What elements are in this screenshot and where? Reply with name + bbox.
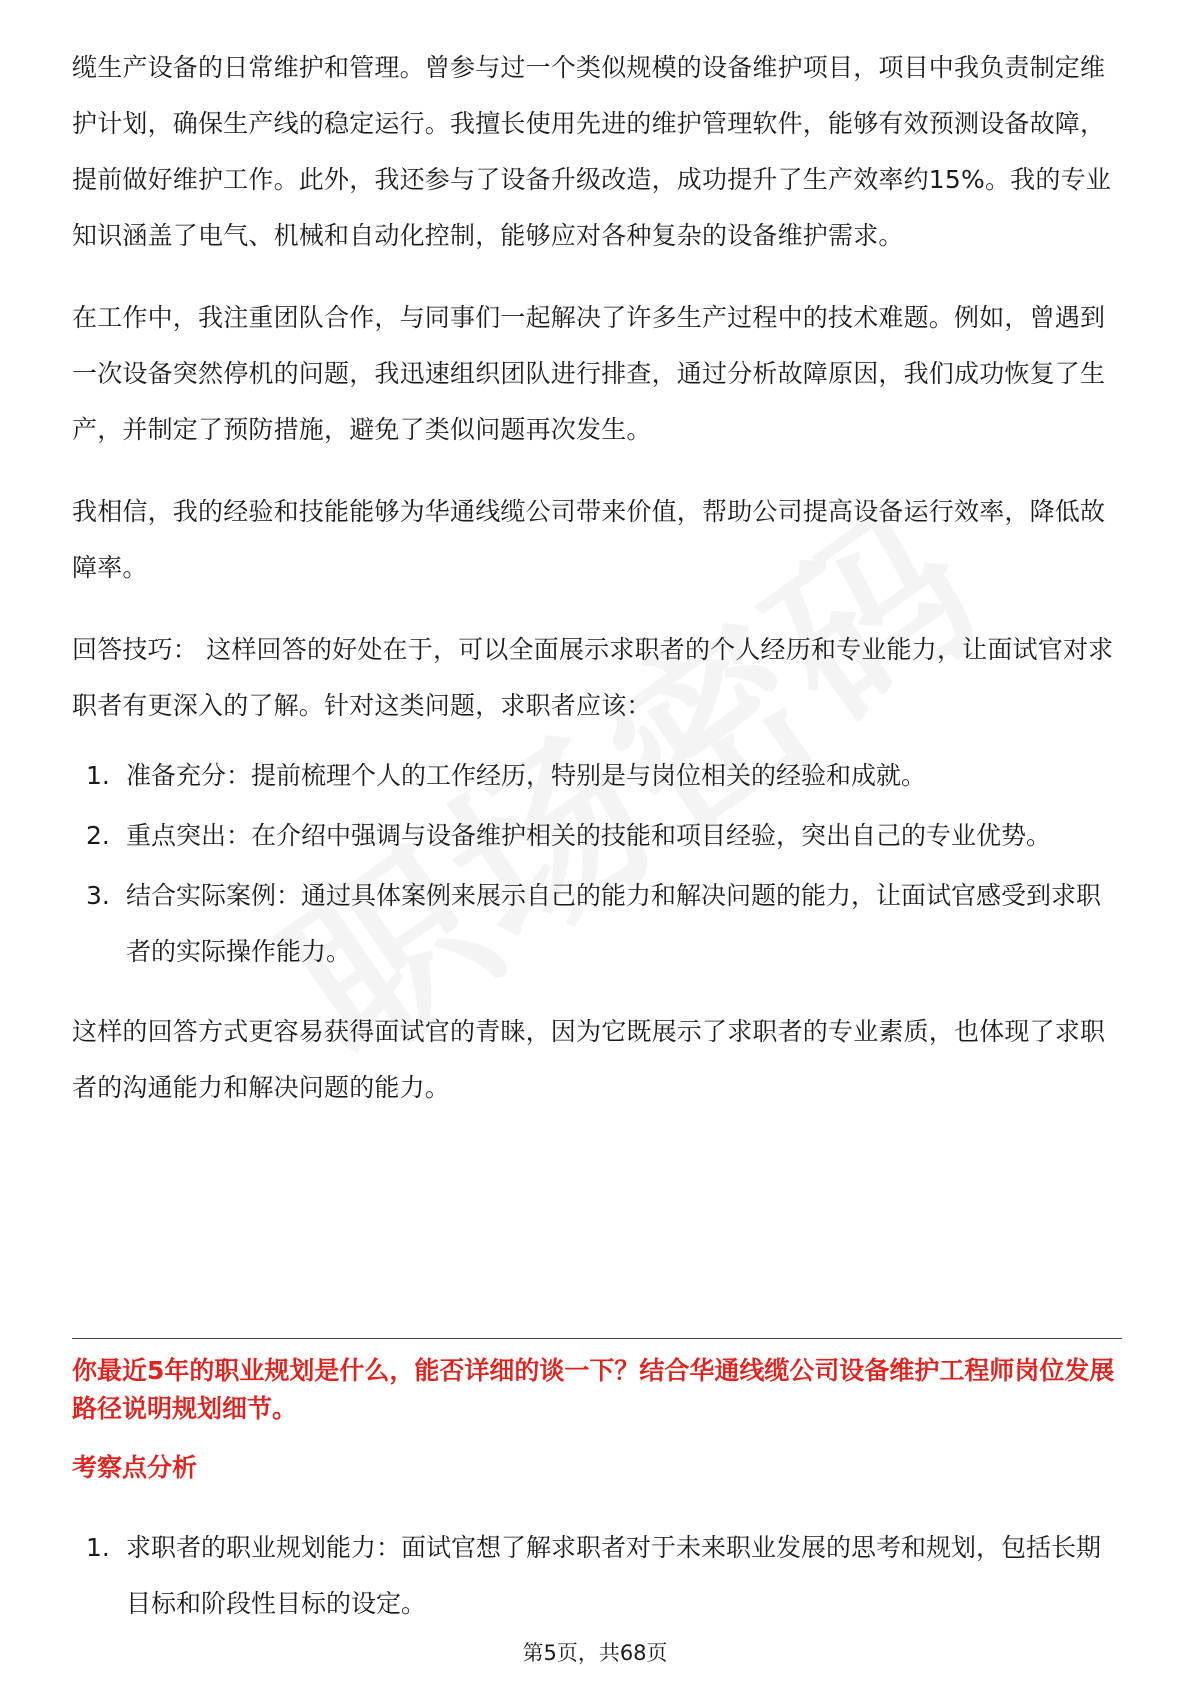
analysis-content xyxy=(72,1520,1122,1636)
list-number: 1. xyxy=(86,1533,110,1562)
interview-question: 你最近5年的职业规划是什么，能否详细的谈一下？结合华通线缆公司设备维护工程师岗位发展路径说明规划细节。 xyxy=(72,1356,1115,1423)
answer-tips-intro: 回答技巧： 这样回答的好处在于，可以全面展示求职者的个人经历和专业能力，让面试官对求职者有更深入的了解。针对这类问题，求职者应该： xyxy=(72,635,1114,720)
list-item xyxy=(72,868,1122,980)
list-item-text: 准备充分：提前梳理个人的工作经历，特别是与岗位相关的经验和成就。 xyxy=(126,761,927,790)
list-item xyxy=(72,808,1122,864)
list-number: 1. xyxy=(86,761,110,790)
analysis-heading: 考察点分析 xyxy=(72,1453,198,1482)
list-item-text: 重点突出：在介绍中强调与设备维护相关的技能和项目经验，突出自己的专业优势。 xyxy=(126,821,1052,850)
list-number: 2. xyxy=(86,821,110,850)
answer-paragraph-1: 缆生产设备的日常维护和管理。曾参与过一个类似规模的设备维护项目，项目中我负责制定维护计划，确保生产线的稳定运行。我擅长使用先进的维护管理软件，能够有效预测设备故障，提前做好维护工作。此外，我还参与了设备升级改造，成功提升了生产效率约15%。我的专业知识涵盖了电气、机械和自动化控制，能够应对各种复杂的设备维护需求。 xyxy=(72,53,1111,250)
list-item-text: 求职者的职业规划能力：面试官想了解求职者对于未来职业发展的思考和规划，包括长期目标和阶段性目标的设定。 xyxy=(126,1533,1102,1618)
list-item xyxy=(72,748,1122,804)
answer-content xyxy=(72,40,1122,1116)
closing-paragraph: 这样的回答方式更容易获得面试官的青睐，因为它既展示了求职者的专业素质，也体现了求职者的沟通能力和解决问题的能力。 xyxy=(72,1017,1106,1102)
answer-paragraph-2: 在工作中，我注重团队合作，与同事们一起解决了许多生产过程中的技术难题。例如，曾遇到一次设备突然停机的问题，我迅速组织团队进行排查，通过分析故障原因，我们成功恢复了生产，并制定了预防措施，避免了类似问题再次发生。 xyxy=(72,303,1106,444)
list-item xyxy=(72,1520,1122,1632)
page-footer: 第5页，共68页 xyxy=(522,1641,668,1665)
answer-paragraph-3: 我相信，我的经验和技能能够为华通线缆公司带来价值，帮助公司提高设备运行效率，降低故障率。 xyxy=(72,497,1106,582)
list-item-text: 结合实际案例：通过具体案例来展示自己的能力和解决问题的能力，让面试官感受到求职者的实际操作能力。 xyxy=(126,881,1102,966)
section-divider xyxy=(72,1338,1122,1339)
analysis-list xyxy=(72,1520,1122,1632)
tips-list xyxy=(72,748,1122,980)
list-number: 3. xyxy=(86,881,110,910)
